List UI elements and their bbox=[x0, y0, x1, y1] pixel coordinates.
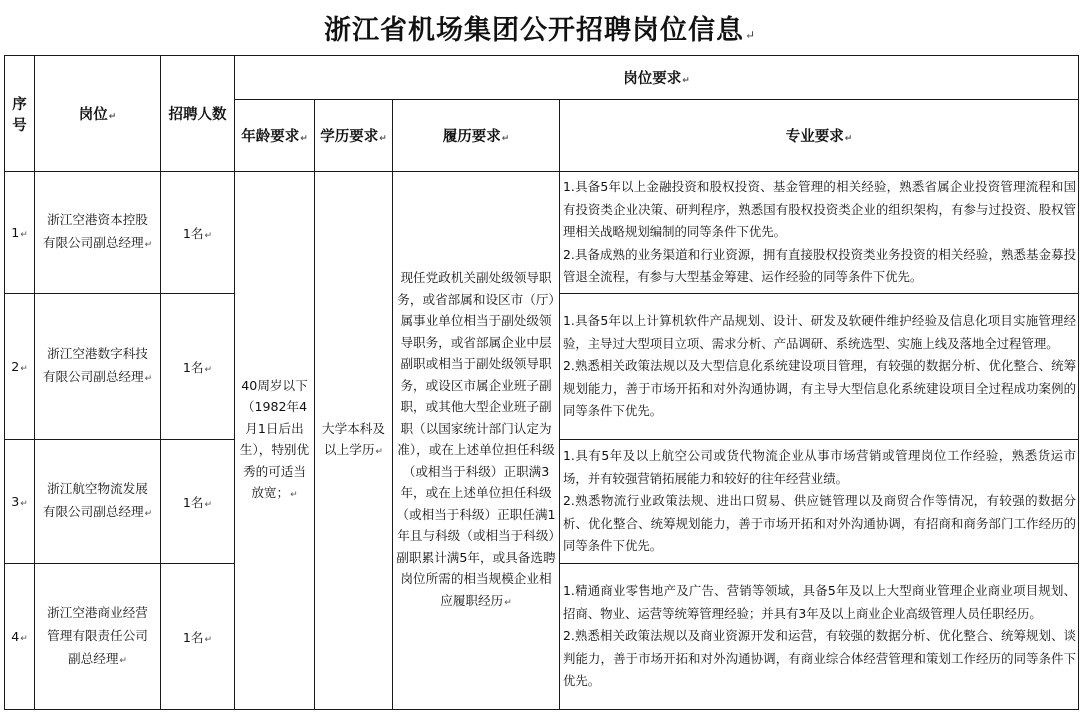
shared-age: 40周岁以下（1982年4月1日后出生），特别优秀的可适当放宽；↵ bbox=[235, 172, 315, 710]
requirement-item: 2.具备成熟的业务渠道和行业资源，拥有直接股权投资类业务投资的相关经验，熟悉基金募投管退全流程，有参与大型基金筹建、运作经验的同等条件下优先。 bbox=[563, 246, 1077, 285]
row-seq: 4↵ bbox=[5, 564, 35, 710]
requirement-item: 1.精通商业零售地产及广告、营销等领域，具备5年及以上大型商业管理企业商业项目规划、招商、物业、运营等统筹管理经验；并具有3年及以上商业企业高级管理人员任职经历。 bbox=[563, 583, 1077, 621]
seq-header: 序号 bbox=[5, 56, 35, 172]
education-header: 学历要求↵ bbox=[315, 100, 393, 172]
header-row-top bbox=[5, 56, 1079, 100]
requirement-item: 2.熟悉相关政策法规以及大型信息化系统建设项目管理，有较强的数据分析、优化整合、统筹规划能力，善于市场开拓和对外沟通协调，有主导大型信息化系统建设项目全过程成功案例的同等条件下优先。 bbox=[563, 358, 1077, 419]
resume-header: 履历要求↵ bbox=[393, 100, 560, 172]
count-header: 招聘人数 bbox=[161, 56, 235, 172]
row-professional bbox=[560, 564, 1079, 710]
requirement-item: 1.具备5年以上金融投资和股权投资、基金管理的相关经验，熟悉省属企业投资管理流程和国有投资类企业决策、研判程序，熟悉国有股权投资类企业的组织架构，有参与过投资、股权管理相关战略规划编制的同等条件下优先。 bbox=[563, 179, 1077, 240]
table-row bbox=[5, 172, 1079, 294]
position-header: 岗位↵ bbox=[35, 56, 161, 172]
shared-education: 大学本科及以上学历↵ bbox=[315, 172, 393, 710]
row-position: 浙江航空物流发展有限公司副总经理↵ bbox=[35, 440, 161, 564]
row-professional bbox=[560, 440, 1079, 564]
row-position: 浙江空港商业经营管理有限责任公司副总经理↵ bbox=[35, 564, 161, 710]
page-title bbox=[0, 8, 1080, 47]
shared-resume: 现任党政机关副处级领导职务，或省部属和设区市（厅）属事业单位相当于副处级领导职务，或省部属企业中层副职或相当于副处级领导职务，或设区市属企业班子副职，或其他大型企业班子副职（以国家统计部门认定为准），或在上述单位担任科级（或相当于科级）正职满3年，或在上述单位担任科级（或相当于科级）正职任满1年且与科级（或相当于科级）副职累计满5年，或具备选聘岗位所需的相当规模企业相应履职经历↵ bbox=[393, 172, 560, 710]
age-header: 年龄要求↵ bbox=[235, 100, 315, 172]
row-seq: 3↵ bbox=[5, 440, 35, 564]
title-text: 浙江省机场集团公开招聘岗位信息 bbox=[323, 15, 744, 46]
row-seq: 2↵ bbox=[5, 294, 35, 440]
return-mark-icon: ↵ bbox=[744, 28, 757, 42]
row-count: 1名↵ bbox=[161, 564, 235, 710]
row-count: 1名↵ bbox=[161, 294, 235, 440]
professional-header: 专业要求↵ bbox=[560, 100, 1079, 172]
requirement-item: 1.具备5年以上计算机软件产品规划、设计、研发及软硬件维护经验及信息化项目实施管理经验，主导过大型项目立项、需求分析、产品调研、系统选型、实施上线及落地全过程管理。 bbox=[563, 313, 1077, 351]
requirement-item: 2.熟悉相关政策法规以及商业资源开发和运营，有较强的数据分析、优化整合、统筹规划、谈判能力，善于市场开拓和对外沟通协调，有商业综合体经营管理和策划工作经历的同等条件下优先。 bbox=[563, 628, 1077, 689]
requirements-header: 岗位要求↵ bbox=[235, 56, 1079, 100]
row-seq: 1↵ bbox=[5, 172, 35, 294]
requirement-item: 2.熟悉物流行业政策法规、进出口贸易、供应链管理以及商贸合作等情况，有较强的数据分析、优化整合、统筹规划能力，善于市场开拓和对外沟通协调，有招商和商务部门工作经历的同等条件下优先。 bbox=[563, 493, 1077, 554]
row-professional bbox=[560, 172, 1079, 294]
row-professional bbox=[560, 294, 1079, 440]
row-position: 浙江空港数字科技有限公司副总经理↵ bbox=[35, 294, 161, 440]
requirement-item: 1.具有5年及以上航空公司或货代物流企业从事市场营销或管理岗位工作经验，熟悉货运市场，并有较强营销拓展能力和较好的往年经营业绩。 bbox=[563, 448, 1077, 486]
row-position: 浙江空港资本控股有限公司副总经理↵ bbox=[35, 172, 161, 294]
row-count: 1名↵ bbox=[161, 440, 235, 564]
row-count: 1名↵ bbox=[161, 172, 235, 294]
recruitment-table bbox=[4, 55, 1079, 710]
